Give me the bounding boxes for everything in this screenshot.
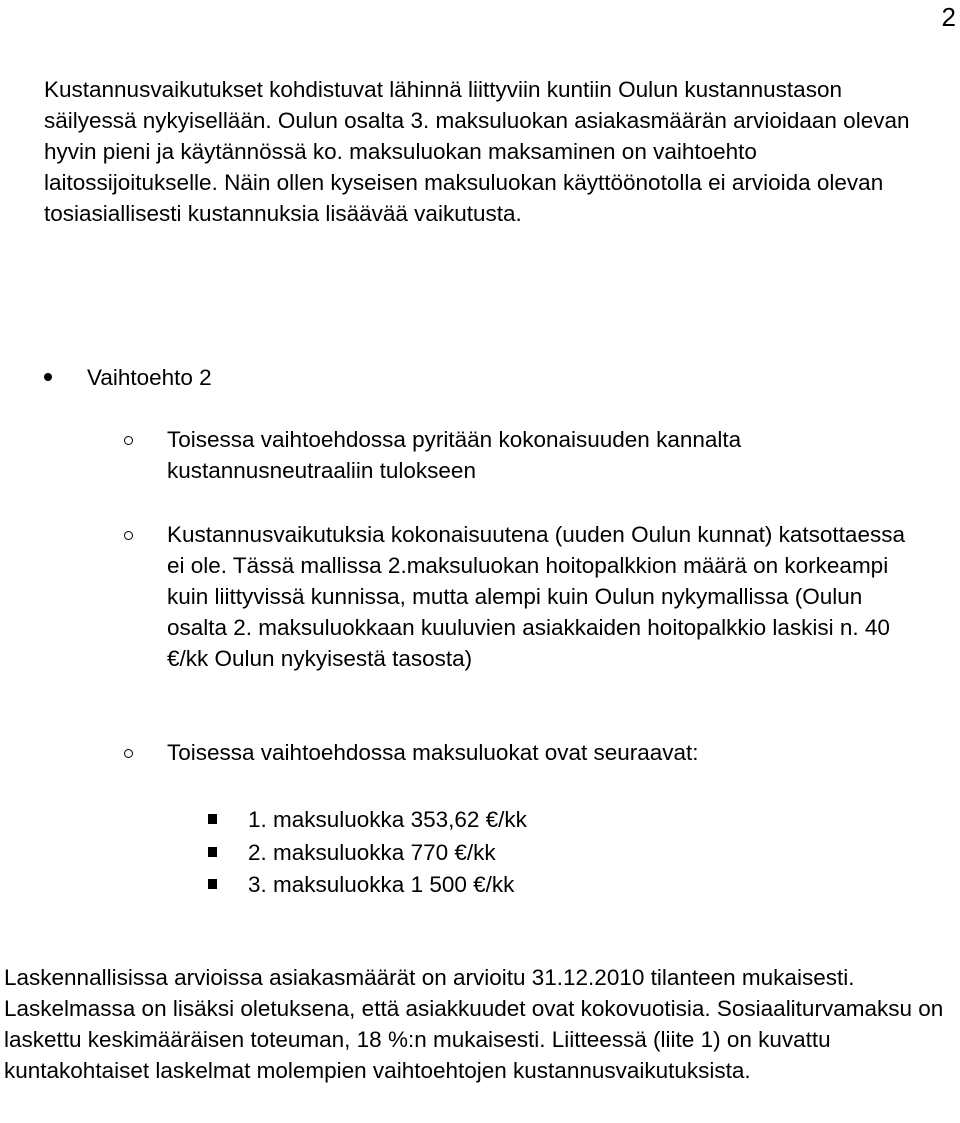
page-number: 2 <box>941 2 956 32</box>
square-bullet-icon <box>208 879 217 889</box>
option-heading: Vaihtoehto 2 <box>87 365 212 390</box>
square-bullet-icon <box>208 847 217 857</box>
intro-paragraph: Kustannusvaikutukset kohdistuvat lähinnä liittyviin kuntiin Oulun kustannustason säilyessä nykyisellään. Oulun osalta 3. maksuluokan asiakasmäärän arvioidaan olevan hyvin pieni ja käytännössä ko. maksuluokan maksaminen on vaihtoehto laitossijoitukselle. Näin ollen kyseisen maksuluokan käyttöönotolla ei arvioida olevan tosiasiallisesti kustannuksia lisäävää vaikutusta. <box>44 77 910 226</box>
sub-item-text: Toisessa vaihtoehdossa pyritään kokonaisuuden kannalta kustannusneutraaliin tulokseen <box>167 427 742 483</box>
fee-class-item <box>208 837 808 868</box>
closing-paragraph: Laskennallisissa arvioissa asiakasmäärät on arvioitu 31.12.2010 tilanteen mukaisesti. Laskelmassa on lisäksi oletuksena, että asiakkuudet ovat kokovuotisia. Sosiaaliturvamaksu on laskettu keskimääräisen toteuman, 18 %:n mukaisesti. Liitteessä (liite 1) on kuvattu kuntakohtaiset laskelmat molempien vaihtoehtojen kustannusvaikutuksista. <box>4 965 944 1083</box>
ring-bullet-icon <box>124 749 133 758</box>
fee-class-item <box>208 869 808 900</box>
square-bullet-icon <box>208 814 217 824</box>
bullet-dot-icon <box>44 373 52 381</box>
ring-bullet-icon <box>124 531 133 540</box>
ring-bullet-icon <box>124 436 133 445</box>
fee-class-text: 1. maksuluokka 353,62 €/kk <box>248 807 527 832</box>
sub-item-text: Toisessa vaihtoehdossa maksuluokat ovat seuraavat: <box>167 740 699 765</box>
fee-class-text: 2. maksuluokka 770 €/kk <box>248 840 496 865</box>
fee-class-text: 3. maksuluokka 1 500 €/kk <box>248 872 515 897</box>
sub-item-text: Kustannusvaikutuksia kokonaisuutena (uuden Oulun kunnat) katsottaessa ei ole. Tässä mallissa 2.maksuluokan hoitopalkkion määrä on korkeampi kuin liittyvissä kunnissa, mutta alempi kuin Oulun nykymallissa (Oulun osalta 2. maksuluokkaan kuuluvien asiakkaiden hoitopalkkio laskisi n. 40 €/kk Oulun nykyisestä tasosta) <box>167 522 905 671</box>
fee-class-item <box>208 804 808 835</box>
